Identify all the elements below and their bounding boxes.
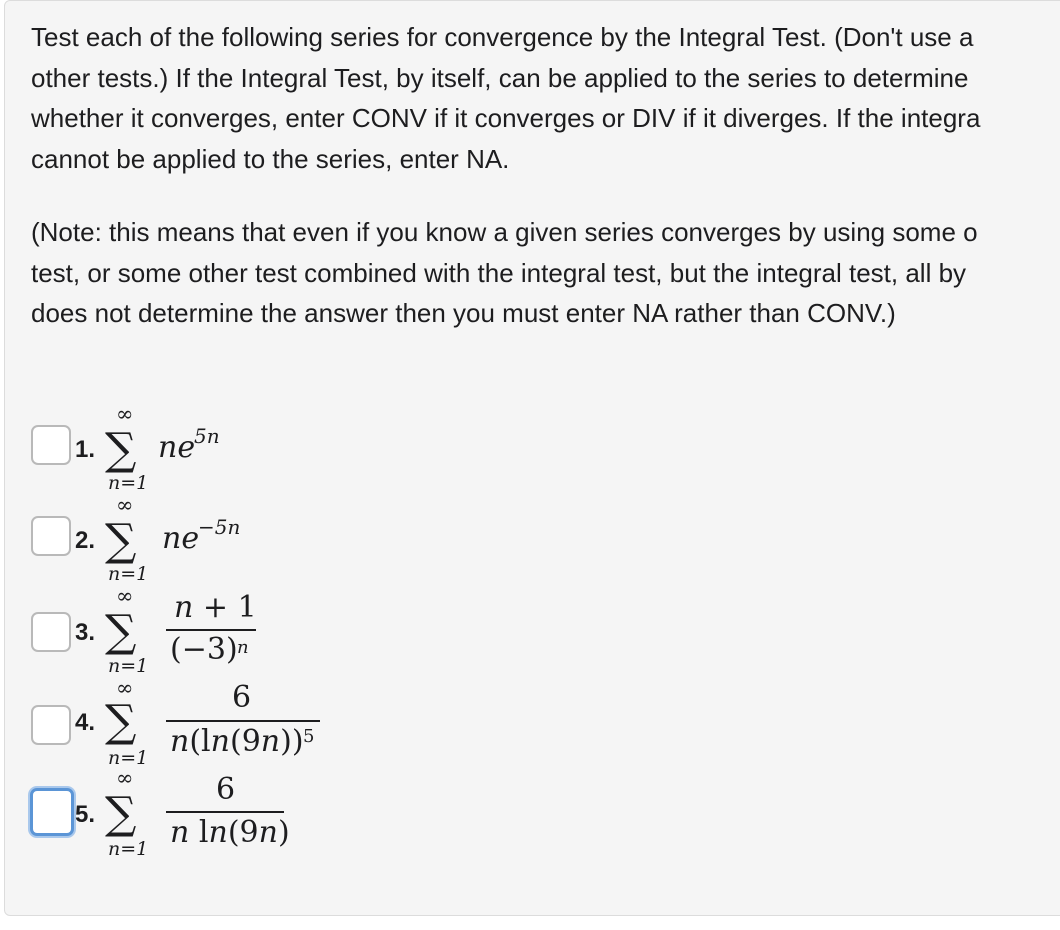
term-exponent: −5n: [198, 515, 241, 539]
checkbox-item-1[interactable]: [31, 425, 71, 465]
note-line: (Note: this means that even if you know a given series converges by using some o: [31, 217, 978, 247]
fraction-denominator: (−3): [170, 632, 238, 667]
sum-lower-limit: n=1: [108, 563, 149, 585]
series-term: ne: [162, 521, 200, 556]
item-number: 2.: [75, 527, 96, 554]
sigma-symbol: ∑: [105, 606, 137, 657]
sum-upper-limit: ∞: [116, 766, 134, 790]
note-paragraph: [31, 212, 1060, 334]
instructions-line: whether it converges, enter CONV if it converges or DIV if it diverges. If the integra: [31, 103, 981, 133]
item-number: 4.: [75, 709, 96, 736]
instructions-line: cannot be applied to the series, enter NA.: [31, 143, 510, 174]
denominator-exponent: n: [237, 637, 249, 658]
sum-upper-limit: ∞: [116, 402, 134, 426]
checkbox-item-4[interactable]: [31, 705, 71, 745]
checkbox-item-5[interactable]: [30, 788, 74, 836]
item-number: 1.: [75, 436, 96, 463]
note-line: test, or some other test combined with the integral test, but the integral test, all by: [31, 257, 967, 288]
checkbox-item-3[interactable]: [31, 612, 71, 652]
fraction-bar: [166, 811, 284, 813]
sum-lower-limit: n=1: [108, 747, 149, 769]
sum-upper-limit: ∞: [116, 493, 134, 517]
instructions-line: Test each of the following series for convergence by the Integral Test. (Don't use a: [31, 22, 974, 52]
fraction-bar: [166, 629, 256, 631]
fraction-denominator: n(ln(9n)): [170, 724, 304, 759]
sum-lower-limit: n=1: [108, 838, 149, 860]
term-exponent: 5n: [194, 424, 220, 448]
item-number: 3.: [75, 619, 96, 646]
sum-lower-limit: n=1: [108, 655, 149, 677]
note-line: does not determine the answer then you must enter NA rather than CONV.): [31, 298, 896, 328]
fraction-numerator: n + 1: [174, 590, 257, 625]
fraction-denominator: n ln(9n): [170, 815, 290, 850]
fraction-bar: [166, 720, 320, 722]
fraction-numerator: 6: [216, 772, 236, 807]
sigma-symbol: ∑: [105, 696, 137, 747]
sigma-symbol: ∑: [105, 424, 137, 475]
fraction-numerator: 6: [232, 680, 252, 715]
instructions-paragraph: [31, 17, 1060, 179]
sigma-symbol: ∑: [105, 788, 137, 839]
sum-upper-limit: ∞: [116, 676, 134, 700]
series-term: ne: [158, 430, 196, 465]
sigma-symbol: ∑: [105, 515, 137, 566]
denominator-exponent: 5: [303, 726, 315, 747]
checkbox-item-2[interactable]: [31, 516, 71, 556]
sum-upper-limit: ∞: [116, 584, 134, 608]
sum-lower-limit: n=1: [108, 472, 149, 494]
instructions-line: other tests.) If the Integral Test, by itself, can be applied to the series to determine: [31, 62, 969, 93]
item-number: 5.: [75, 801, 96, 828]
